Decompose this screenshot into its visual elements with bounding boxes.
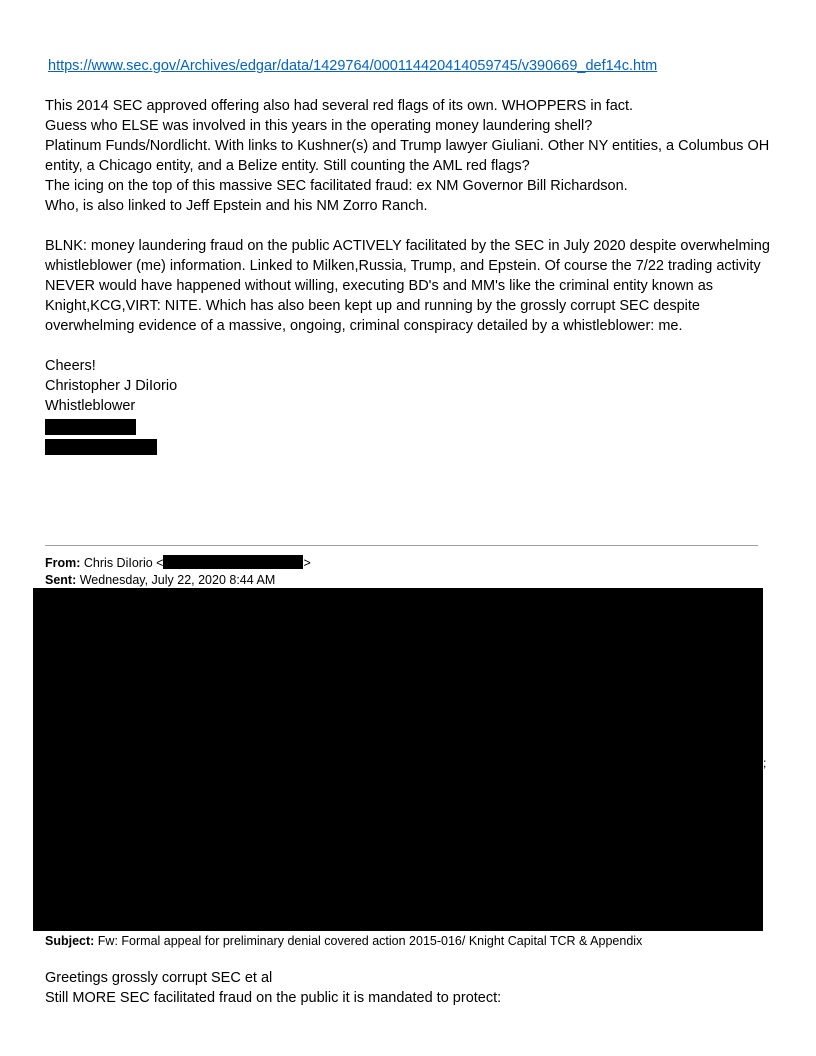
redaction-bar [45, 419, 136, 435]
from-close: > [303, 556, 311, 570]
subject-label: Subject: [45, 934, 95, 948]
paragraph-blnk [45, 236, 785, 336]
sent-value: Wednesday, July 22, 2020 8:44 AM [79, 573, 276, 587]
email-divider [45, 545, 758, 546]
text-line: Still MORE SEC facilitated fraud on the public it is mandated to protect: [45, 990, 502, 1006]
signature-block [45, 356, 785, 416]
from-label: From: [45, 556, 81, 570]
signature-title: Whistleblower [45, 398, 136, 414]
sec-edgar-link[interactable]: https://www.sec.gov/Archives/edgar/data/1429764/000114420414059745/v390669_def14c.htm [48, 58, 658, 74]
sent-label: Sent: [45, 573, 77, 587]
text-line: This 2014 SEC approved offering also had several red flags of its own. WHOPPERS in fact. [45, 98, 634, 114]
redaction-block [33, 588, 763, 931]
text-line: Platinum Funds/Nordlicht. With links to Kushner(s) and Trump lawyer Giuliani. Other NY entities, a Columbus OH entity, a Chicago entity, and a Belize entity. Still counting the AML red flags? [45, 138, 770, 174]
text-line: Guess who ELSE was involved in this years in the operating money laundering shell? [45, 118, 593, 134]
paragraph-greetings [45, 968, 785, 1008]
text-line: The icing on the top of this massive SEC facilitated fraud: ex NM Governor Bill Richardson. [45, 178, 628, 194]
stray-semicolon: ; [763, 756, 767, 770]
redaction-bar [45, 439, 157, 455]
text-line: Who, is also linked to Jeff Epstein and his NM Zorro Ranch. [45, 198, 428, 214]
email-sent-line [45, 572, 275, 588]
signature-closing: Cheers! [45, 358, 96, 374]
email-subject-line [45, 933, 642, 949]
text-line: Greetings grossly corrupt SEC et al [45, 970, 273, 986]
from-name: Chris DiIorio < [83, 556, 164, 570]
email-from-line [45, 555, 311, 571]
text-line: BLNK: money laundering fraud on the public ACTIVELY facilitated by the SEC in July 2020 despite overwhelming whistleblower (me) information. Linked to Milken,Russia, Trump, and Epstein. Of course the 7/22 trading activity NEVER would have happened without willing, executing BD's and MM's like the criminal entity known as Knight,KCG,VIRT: NITE. Which has also been kept up and running by the grossly corrupt SEC despite overwhelming evidence of a massive, ongoing, criminal conspiracy detailed by a whistleblower: me. [45, 238, 770, 334]
redaction-bar [163, 555, 303, 569]
paragraph-red-flags [45, 96, 785, 216]
signature-name: Christopher J DiIorio [45, 378, 178, 394]
subject-value: Fw: Formal appeal for preliminary denial covered action 2015-016/ Knight Capital TCR & Appendix [97, 934, 643, 948]
